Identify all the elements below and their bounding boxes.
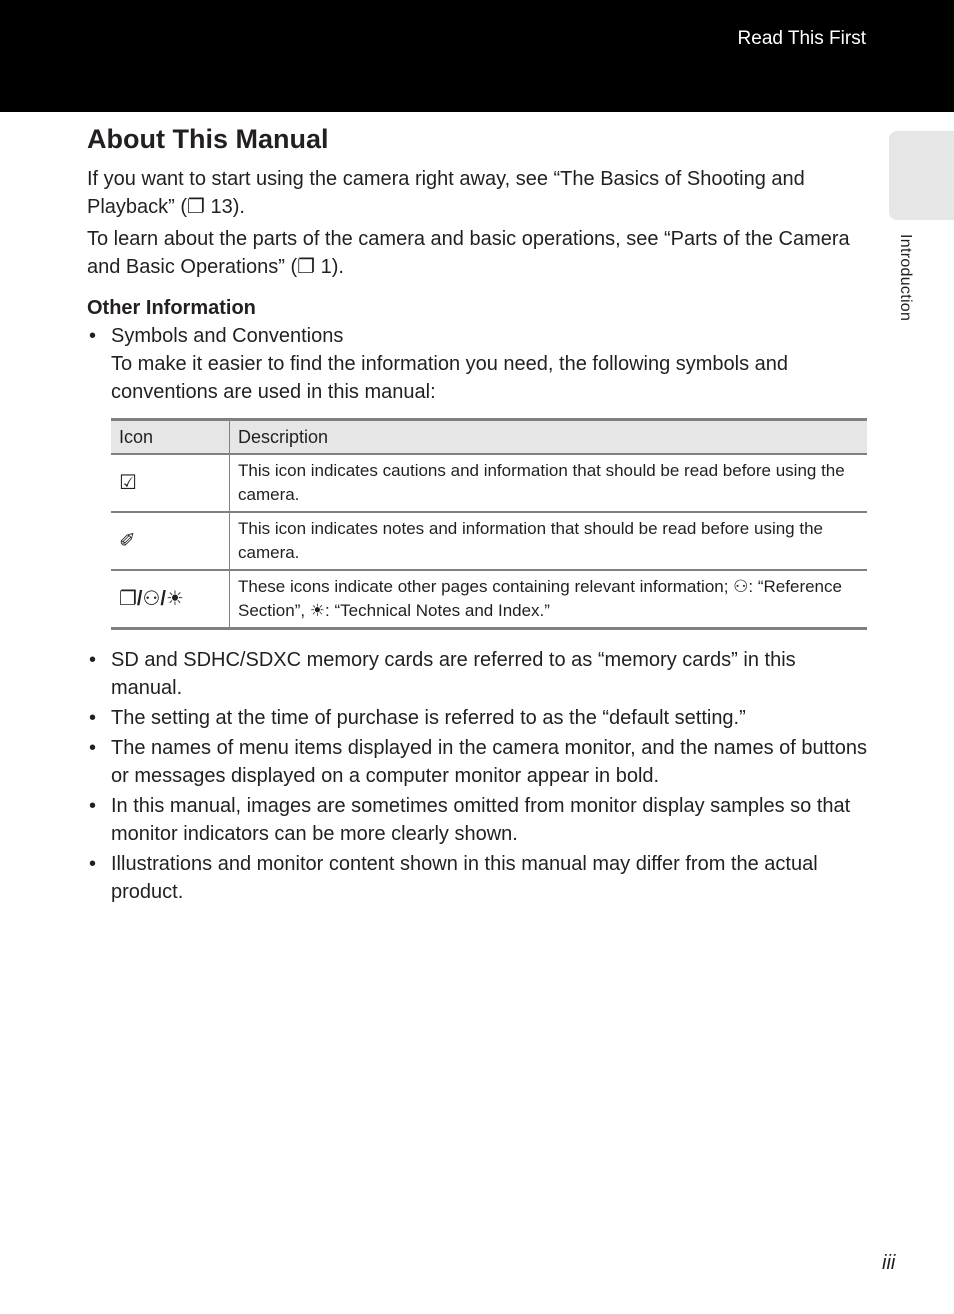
side-tab [889, 131, 954, 220]
list-item: • The setting at the time of purchase is referred to as the “default setting.” [87, 704, 867, 732]
page-number: iii [882, 1252, 896, 1274]
table-cell: This icon indicates cautions and information that should be read before using the camera. [230, 454, 868, 512]
table-cell: This icon indicates notes and information that should be read before using the camera. [230, 512, 868, 570]
other-information-heading: Other Information [87, 297, 256, 319]
bullet-text: To make it easier to find the information you need, the following symbols and conventions are used in this manual: [111, 353, 789, 403]
list-item: • SD and SDHC/SDXC memory cards are referred to as “memory cards” in this manual. [87, 646, 867, 702]
page-title: About This Manual [87, 124, 329, 154]
intro-paragraph: If you want to start using the camera right away, see “The Basics of Shooting and Playback” (❐ 13). [87, 168, 805, 218]
note-icon: ✐ [111, 512, 230, 570]
intro-paragraph: To learn about the parts of the camera and basic operations, see “Parts of the Camera and Basic Operations” (❐ 1). [87, 228, 850, 278]
table-row [111, 512, 867, 570]
symbols-table [111, 418, 867, 630]
caution-icon: ☑ [111, 454, 230, 512]
bullet-list [87, 646, 867, 906]
bullet-label: • Symbols and Conventions [111, 325, 344, 347]
page-reference-icons: ❐/⚇/☀ [111, 570, 230, 629]
list-item: • In this manual, images are sometimes omitted from monitor display samples so that monitor indicators can be more clearly shown. [87, 792, 867, 848]
table-header-row [111, 420, 867, 455]
table-cell: These icons indicate other pages containing relevant information; ⚇: “Reference Section”, ☀: “Technical Notes and Index.” [238, 577, 842, 620]
section-title: Read This First [737, 28, 866, 49]
list-item [87, 322, 867, 406]
header-bar [0, 0, 954, 112]
column-header: Description [230, 420, 868, 455]
main-content [87, 124, 867, 908]
list-item: • The names of menu items displayed in the camera monitor, and the names of buttons or messages displayed on a computer monitor appear in bold. [87, 734, 867, 790]
bullet-list [87, 322, 867, 406]
side-tab-label: Introduction [897, 234, 914, 322]
column-header: Icon [111, 420, 230, 455]
table-row [111, 570, 867, 629]
table-row [111, 454, 867, 512]
list-item: • Illustrations and monitor content shown in this manual may differ from the actual product. [87, 850, 867, 906]
